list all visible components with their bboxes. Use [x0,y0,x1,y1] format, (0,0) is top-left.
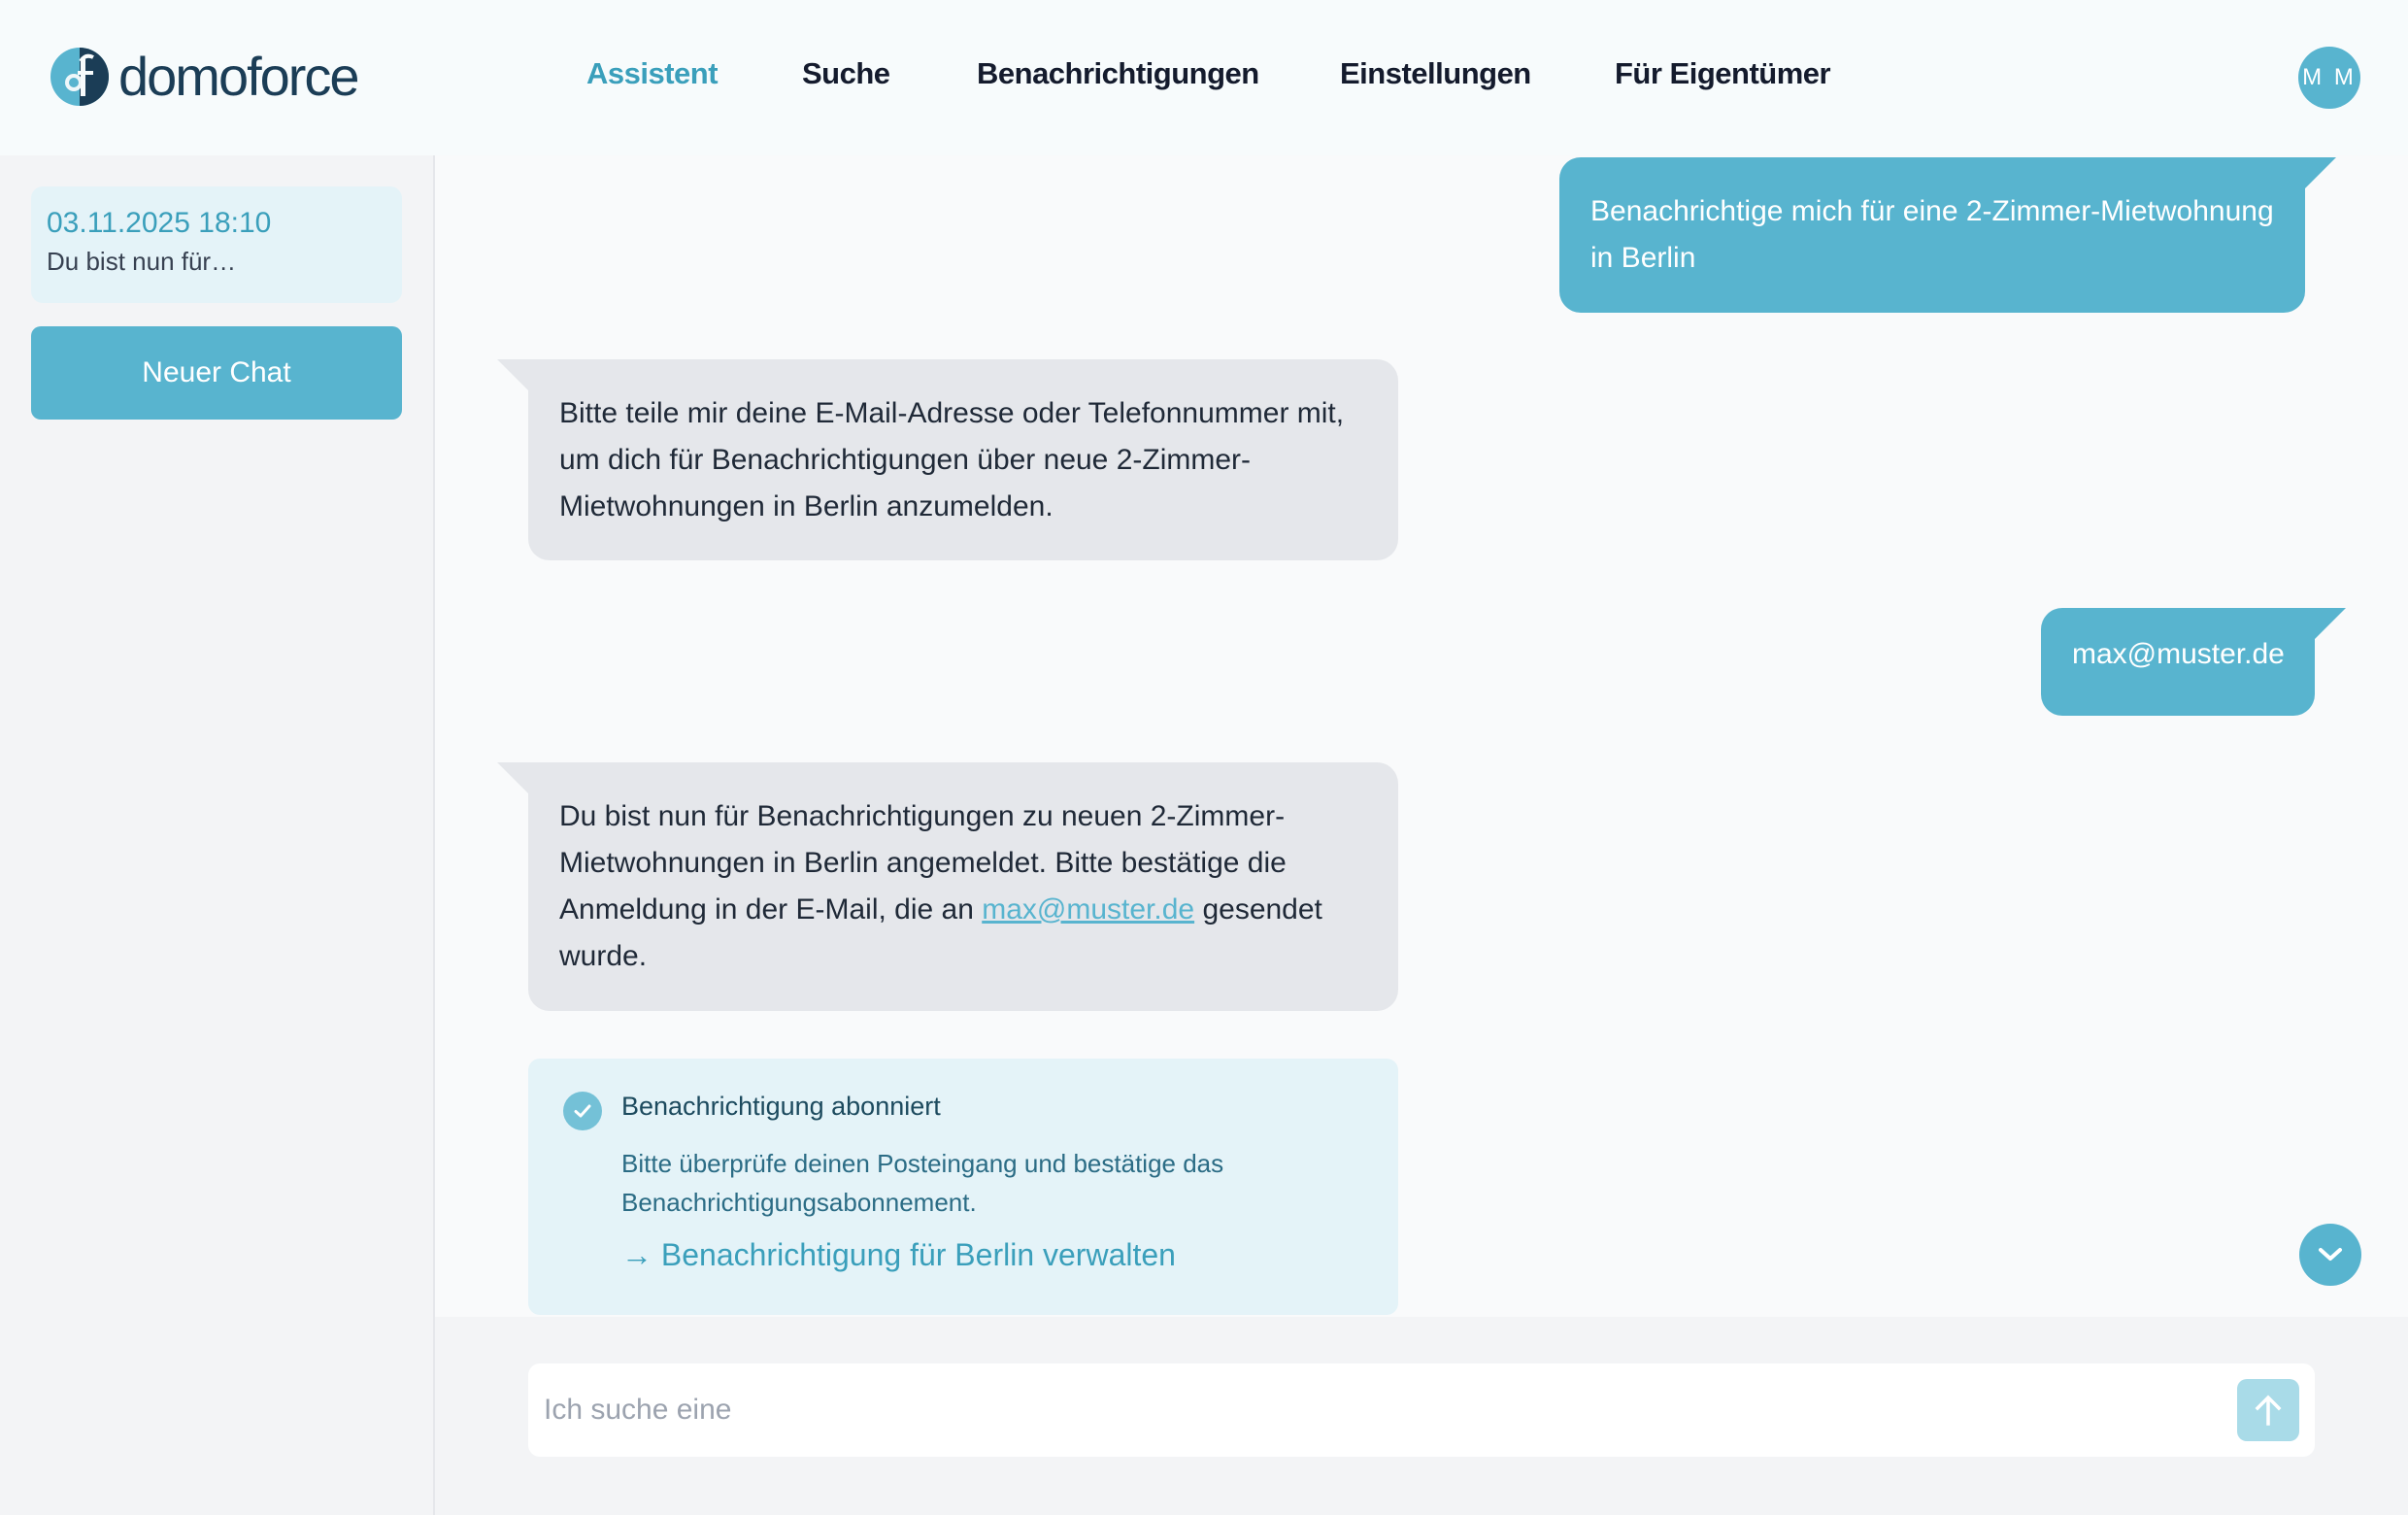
chat-history-date: 03.11.2025 18:10 [47,207,272,239]
message-input[interactable] [544,1364,2214,1457]
message-text-after: gesendet wurde. [559,893,1322,972]
send-button[interactable] [2237,1379,2299,1441]
top-header [0,0,2408,155]
scroll-down-button[interactable] [2299,1224,2361,1286]
nav-assistent[interactable]: Assistent [586,56,719,90]
message-text: Bitte teile mir deine E-Mail-Adresse oder Telefonnummer mit, um dich für Benachrichtigungen über neue 2-Zimmer-Mietwohnungen in Berlin anzumelden. [559,397,1345,522]
assistant-message [528,762,1398,1011]
assistant-message [528,359,1398,560]
user-avatar[interactable]: M M [2298,47,2360,109]
arrow-up-icon [2251,1391,2286,1430]
domoforce-logo-icon [49,46,111,108]
message-composer [435,1317,2408,1515]
notice-title: Benachrichtigung abonniert [621,1092,941,1121]
user-message [2041,608,2315,716]
chat-history-item[interactable] [31,186,402,303]
message-input-box [528,1364,2315,1457]
chat-history-snippet: Du bist nun für… [47,247,237,276]
sidebar [0,155,435,1515]
manage-notification-link[interactable]: → Benachrichtigung für Berlin verwalten [621,1237,1176,1272]
chat-messages[interactable] [435,155,2408,1317]
new-chat-button[interactable]: Neuer Chat [31,326,402,420]
message-text: max@muster.de [2072,638,2285,670]
nav-suche[interactable]: Suche [802,56,890,90]
chevron-down-icon [2316,1245,2345,1264]
logo[interactable] [49,45,358,109]
user-message [1559,157,2305,313]
notice-body: Bitte überprüfe deinen Posteingang und bestätige das Benachrichtigungsabonnement. [621,1149,1224,1217]
logo-text: domoforce [118,46,358,107]
check-circle-icon [563,1092,602,1130]
message-text-before: Du bist nun für Benachrichtigungen zu neuen 2-Zimmer-Mietwohnungen in Berlin angemeldet. Bitte bestätige die Anmeldung in der E-Mail, die an [559,800,1287,926]
subscription-notice [528,1059,1398,1315]
nav-benachrichtigungen[interactable]: Benachrichtigungen [977,56,1259,90]
message-text: Benachrichtige mich für eine 2-Zimmer-Mietwohnung in Berlin [1590,195,2274,274]
nav-einstellungen[interactable]: Einstellungen [1340,56,1531,90]
nav-fuer-eigentuemer[interactable]: Für Eigentümer [1615,56,1831,90]
email-link[interactable]: max@muster.de [982,893,1195,926]
